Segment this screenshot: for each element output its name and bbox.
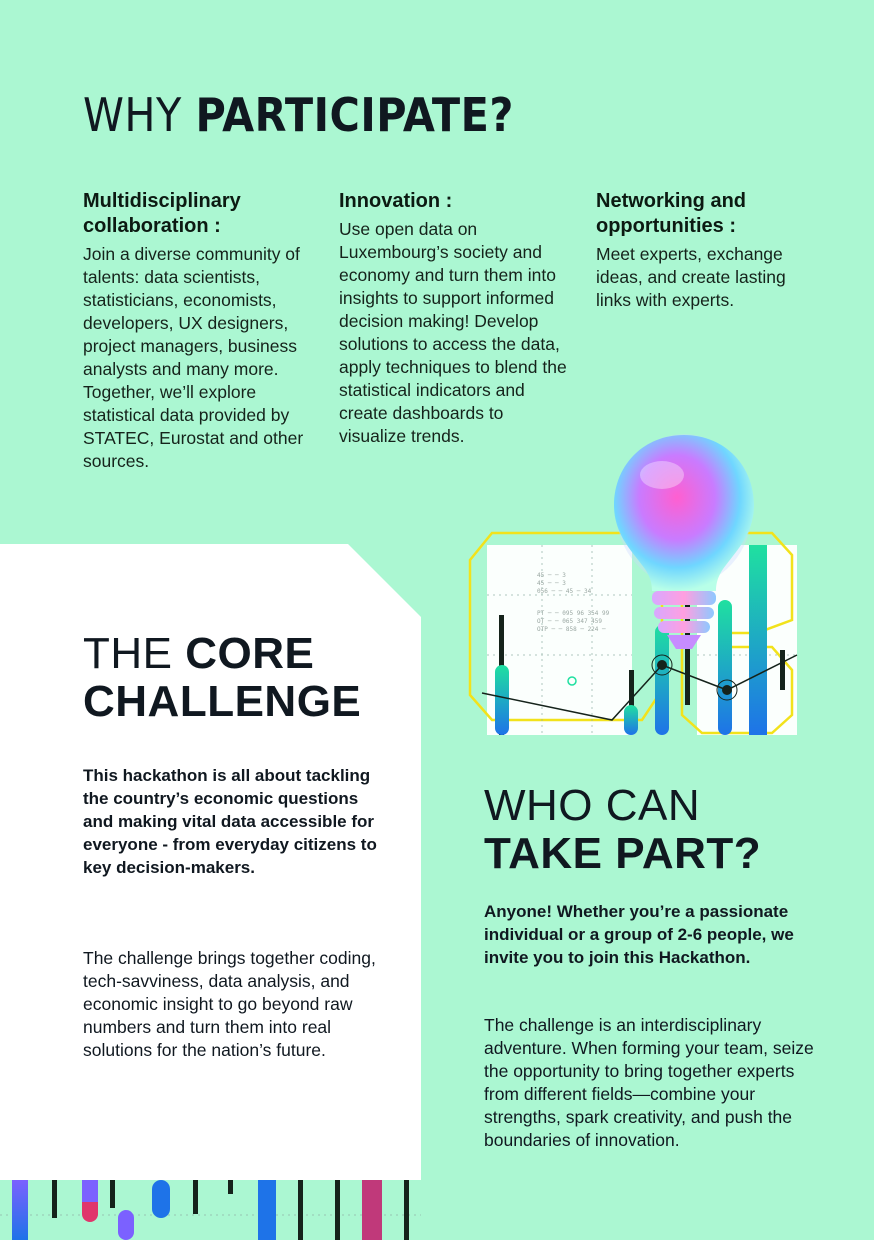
column-body: Join a diverse community of talents: data scientists, statisticians, economists, developers, UX designers, project managers, business analysts and many more. Together, we’ll explore statistical data provided by STATEC, Eurostat and other sources. <box>83 244 304 471</box>
lightbulb-chart-illustration <box>462 415 802 740</box>
column-collaboration <box>83 189 315 473</box>
svg-text:OT ─ ─ 065 347 459: OT ─ ─ 065 347 459 <box>537 618 603 625</box>
candlestick-chart-graphic <box>470 533 797 735</box>
who-can-take-part-title <box>484 782 761 878</box>
core-body-text: The challenge brings together coding, tech-savviness, data analysis, and economic insight to go beyond raw numbers and turn them into real solutions for the nation’s future. <box>83 948 376 1060</box>
core-title-bold-1: CORE <box>185 629 315 678</box>
svg-text:45 ─ ─ 3: 45 ─ ─ 3 <box>537 580 566 587</box>
bottom-chart-strip <box>0 1180 421 1240</box>
why-title-light: WHY <box>83 88 196 142</box>
svg-text:45 ─ ─ 3: 45 ─ ─ 3 <box>537 572 566 579</box>
core-title-light: THE <box>83 629 186 678</box>
column-heading: Innovation : <box>339 190 453 212</box>
svg-text:OTP ─ ─ 858 ─ 224 ─: OTP ─ ─ 858 ─ 224 ─ <box>537 626 606 633</box>
svg-text:PT ─ ─ 095 96 354 99: PT ─ ─ 095 96 354 99 <box>537 610 610 617</box>
who-body-text: The challenge is an interdisciplinary adventure. When forming your team, seize the opportunity to bring together experts from different fields—combine your strengths, spark creativity, and push the boundaries of innovation. <box>484 1015 814 1150</box>
core-challenge-title <box>83 630 361 726</box>
core-lead-text: This hackathon is all about tackling the country’s economic questions and making vital data accessible for everyone - from everyday citizens to key decision-makers. <box>83 766 377 877</box>
column-networking <box>596 189 821 312</box>
column-body: Meet experts, exchange ideas, and create lasting links with experts. <box>596 244 786 310</box>
who-title-light: WHO CAN <box>484 781 701 830</box>
why-participate-title <box>83 86 514 144</box>
column-innovation <box>339 189 571 448</box>
column-body: Use open data on Luxembourg’s society and economy and turn them into insights to support informed decision making! Develop solutions to access the data, apply techniques to blend the statistical indicators and create dashboards to visualize trends. <box>339 219 567 446</box>
core-title-bold-2: CHALLENGE <box>83 677 362 726</box>
why-title-bold: PARTICIPATE? <box>195 88 514 142</box>
column-heading: Multidisciplinary collaboration : <box>83 190 241 237</box>
who-lead-text: Anyone! Whether you’re a passionate individual or a group of 2-6 people, we invite you to join this Hackathon. <box>484 902 794 967</box>
column-heading: Networking and opportunities : <box>596 190 747 237</box>
svg-text:056 ─ ─ 45 ─ 34: 056 ─ ─ 45 ─ 34 <box>537 588 592 595</box>
who-title-bold: TAKE PART? <box>484 829 762 878</box>
